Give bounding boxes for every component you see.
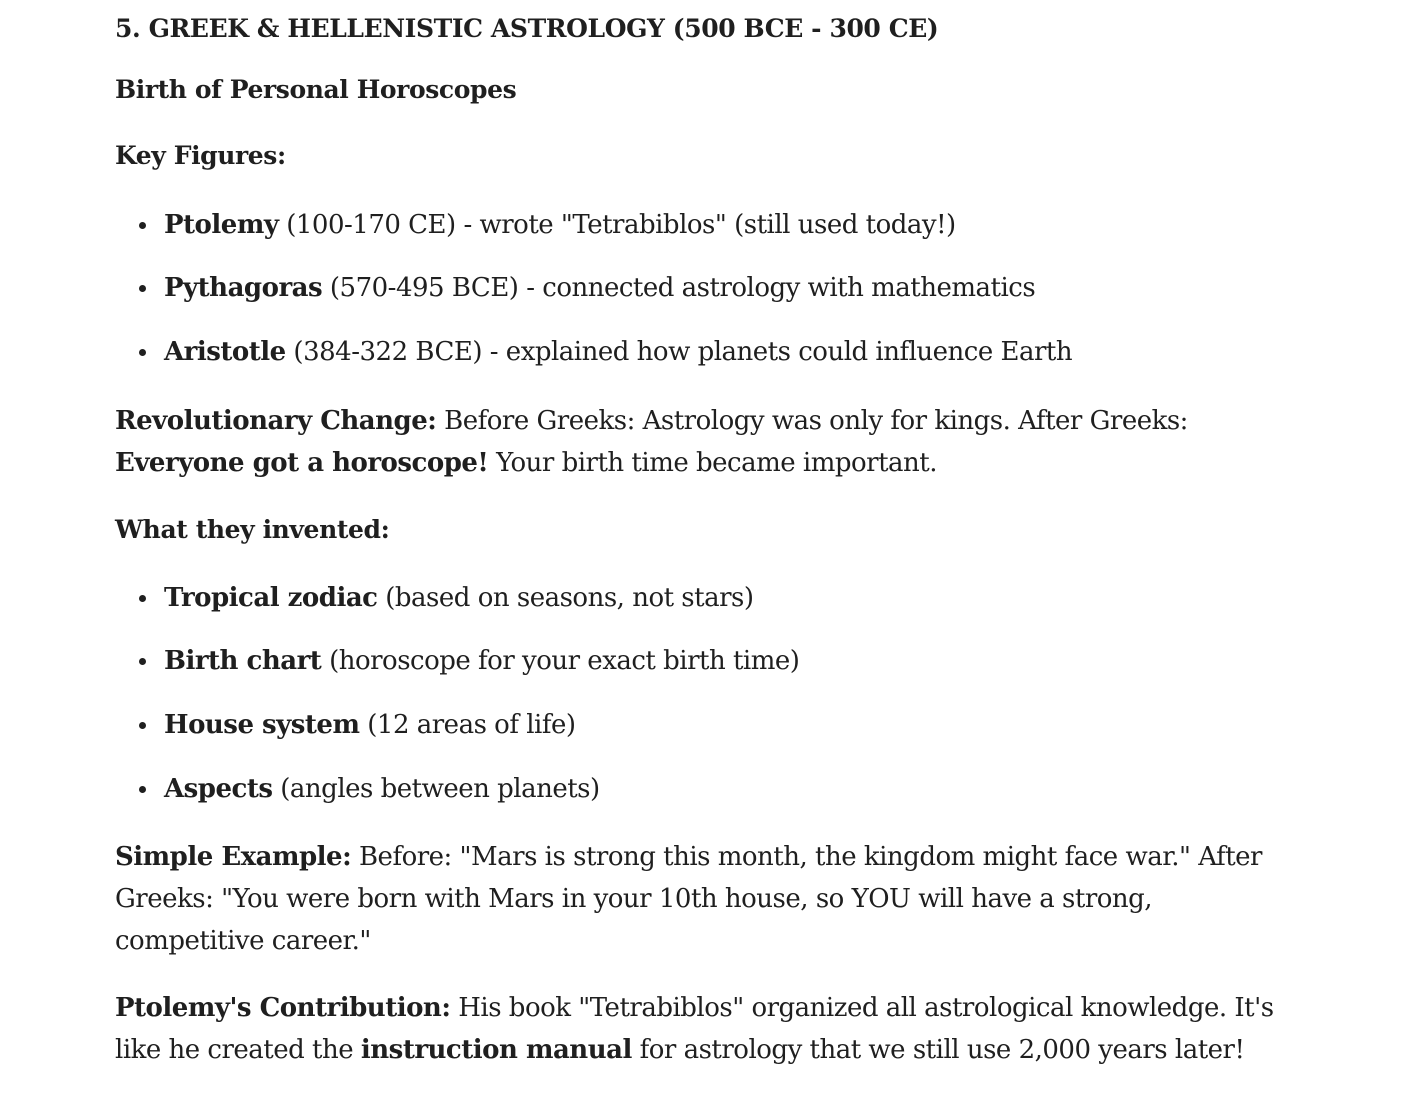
revolutionary-text: Before Greeks: Astrology was only for kings. After Greeks: xyxy=(436,406,1188,436)
figure-detail: (384-322 BCE) - explained how planets could influence Earth xyxy=(285,337,1073,367)
invention-detail: (horoscope for your exact birth time) xyxy=(321,646,800,676)
contribution-emphasis: instruction manual xyxy=(360,1035,632,1065)
figure-name: Aristotle xyxy=(164,337,286,367)
list-item xyxy=(164,707,576,743)
figure-detail: (570-495 BCE) - connected astrology with mathematics xyxy=(322,273,1036,303)
invention-detail: (angles between planets) xyxy=(272,774,600,804)
figure-name: Pythagoras xyxy=(164,273,323,303)
invented-label: What they invented: xyxy=(115,515,390,544)
list-item xyxy=(164,643,799,679)
revolutionary-change-paragraph xyxy=(115,400,1290,484)
revolutionary-label: Revolutionary Change: xyxy=(115,406,437,436)
invention-name: Birth chart xyxy=(164,646,322,676)
key-figures-label: Key Figures: xyxy=(115,141,286,170)
list-item xyxy=(164,334,1072,370)
example-label: Simple Example: xyxy=(115,842,352,872)
list-item xyxy=(164,207,956,243)
list-item xyxy=(164,270,1035,306)
revolutionary-emphasis: Everyone got a horoscope! xyxy=(115,448,489,478)
ptolemy-contribution-paragraph xyxy=(115,987,1290,1071)
simple-example-paragraph xyxy=(115,836,1290,962)
invention-name: Tropical zodiac xyxy=(164,583,378,613)
figure-detail: (100-170 CE) - wrote "Tetrabiblos" (still used today!) xyxy=(278,210,956,240)
invention-name: House system xyxy=(164,710,360,740)
list-item xyxy=(164,580,754,616)
invention-detail: (based on seasons, not stars) xyxy=(377,583,754,613)
list-item xyxy=(164,771,600,807)
contribution-text: His book "Tetrabiblos" organized all astrological knowledge. It's like he created the xyxy=(115,993,1274,1065)
contribution-label: Ptolemy's Contribution: xyxy=(115,993,451,1023)
invention-name: Aspects xyxy=(164,774,273,804)
contribution-text-end: for astrology that we still use 2,000 years later! xyxy=(631,1035,1245,1065)
figure-name: Ptolemy xyxy=(164,210,279,240)
revolutionary-text-end: Your birth time became important. xyxy=(488,448,938,478)
example-text: Before: "Mars is strong this month, the kingdom might face war." After Greeks: "You were born with Mars in your 10th house, so YOU will have a strong, competitive career." xyxy=(115,842,1262,956)
section-title: 5. GREEK & HELLENISTIC ASTROLOGY (500 BCE - 300 CE) xyxy=(115,14,939,43)
invention-detail: (12 areas of life) xyxy=(359,710,576,740)
section-subtitle: Birth of Personal Horoscopes xyxy=(115,75,517,104)
